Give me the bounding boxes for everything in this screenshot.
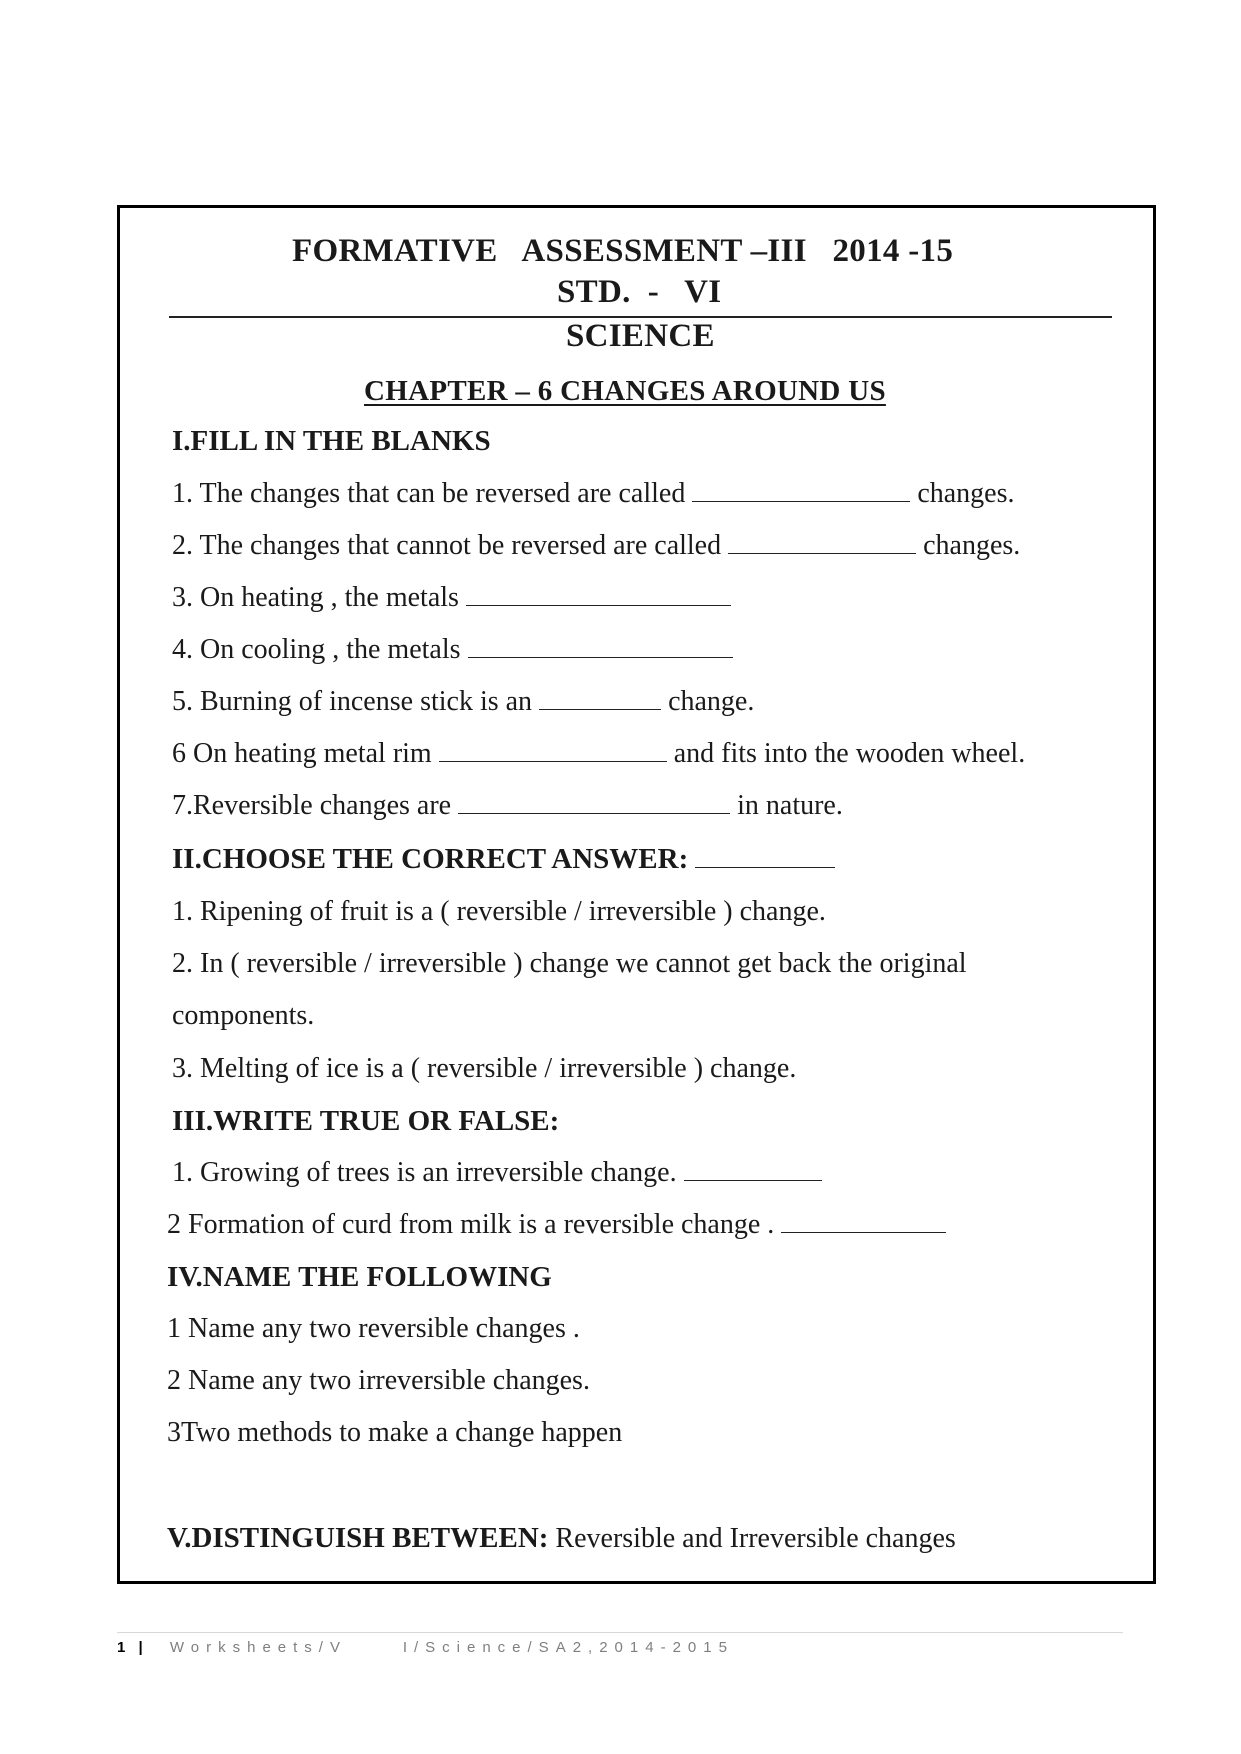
question-text: 2 Formation of curd from milk is a reversible change .	[167, 1209, 775, 1240]
footer-path: Worksheets/V I/Science/SA2,2014-2015	[169, 1639, 734, 1656]
chapter-title: CHAPTER – 6 CHANGES AROUND US	[364, 375, 886, 407]
question-text: 2. The changes that cannot be reversed are called	[172, 530, 722, 561]
fill-blank-question-5	[172, 686, 754, 718]
question-text: 1. The changes that can be reversed are called	[172, 478, 686, 509]
fill-blank-question-2	[172, 530, 1020, 562]
choose-question-2-continued: components.	[172, 1000, 315, 1031]
answer-blank	[466, 583, 731, 606]
section-heading-true-false: III.WRITE TRUE OR FALSE:	[172, 1105, 560, 1137]
answer-blank	[539, 687, 661, 710]
true-false-question-2	[167, 1209, 946, 1241]
fill-blank-question-7	[172, 790, 843, 822]
section-distinguish-between	[167, 1522, 956, 1555]
fill-blank-question-3	[172, 582, 731, 614]
question-text: 1. Growing of trees is an irreversible change.	[172, 1157, 677, 1188]
name-question-1: 1 Name any two reversible changes .	[167, 1313, 580, 1344]
question-text-suffix: changes.	[923, 530, 1021, 561]
section-heading-fill-blanks: I.FILL IN THE BLANKS	[172, 425, 491, 457]
page-number: 1	[117, 1639, 128, 1656]
answer-blank	[684, 1158, 822, 1181]
question-text-suffix: and fits into the wooden wheel.	[673, 738, 1026, 769]
distinguish-text: Reversible and Irreversible changes	[548, 1523, 956, 1554]
choose-question-1: 1. Ripening of fruit is a ( reversible / irreversible ) change.	[172, 896, 826, 927]
section-heading-distinguish: V.DISTINGUISH BETWEEN:	[167, 1522, 549, 1554]
choose-question-3: 3. Melting of ice is a ( reversible / irreversible ) change.	[172, 1053, 797, 1084]
question-text-suffix: changes.	[917, 478, 1015, 509]
question-text: 5. Burning of incense stick is an	[172, 686, 533, 717]
section-heading-choose-answer	[172, 843, 835, 876]
fill-blank-question-6	[172, 738, 1025, 770]
assessment-title: FORMATIVE ASSESSMENT –III 2014 -15	[292, 233, 954, 269]
answer-blank	[692, 479, 910, 502]
question-text: 4. On cooling , the metals	[172, 634, 461, 665]
answer-blank	[468, 635, 733, 658]
heading-text: II.CHOOSE THE CORRECT ANSWER:	[172, 843, 689, 875]
standard-label: STD. - VI	[557, 274, 722, 310]
true-false-question-1	[172, 1157, 822, 1189]
question-text-suffix: in nature.	[737, 790, 843, 821]
question-text-suffix: change.	[668, 686, 755, 717]
choose-question-2: 2. In ( reversible / irreversible ) change we cannot get back the original	[172, 948, 967, 979]
answer-blank	[728, 531, 916, 554]
question-text: 7.Reversible changes are	[172, 790, 452, 821]
fill-blank-question-1	[172, 478, 1015, 510]
name-question-3: 3Two methods to make a change happen	[167, 1417, 623, 1448]
footer-separator: |	[138, 1639, 145, 1656]
page-footer	[117, 1632, 1123, 1656]
fill-blank-question-4	[172, 634, 733, 666]
answer-blank	[781, 1210, 946, 1233]
answer-blank	[439, 739, 667, 762]
answer-blank	[458, 791, 730, 814]
subject-label: SCIENCE	[566, 318, 715, 354]
section-heading-name-following: IV.NAME THE FOLLOWING	[167, 1261, 552, 1293]
answer-blank	[695, 845, 835, 868]
question-text: 3. On heating , the metals	[172, 582, 459, 613]
question-text: 6 On heating metal rim	[172, 738, 432, 769]
name-question-2: 2 Name any two irreversible changes.	[167, 1365, 590, 1396]
